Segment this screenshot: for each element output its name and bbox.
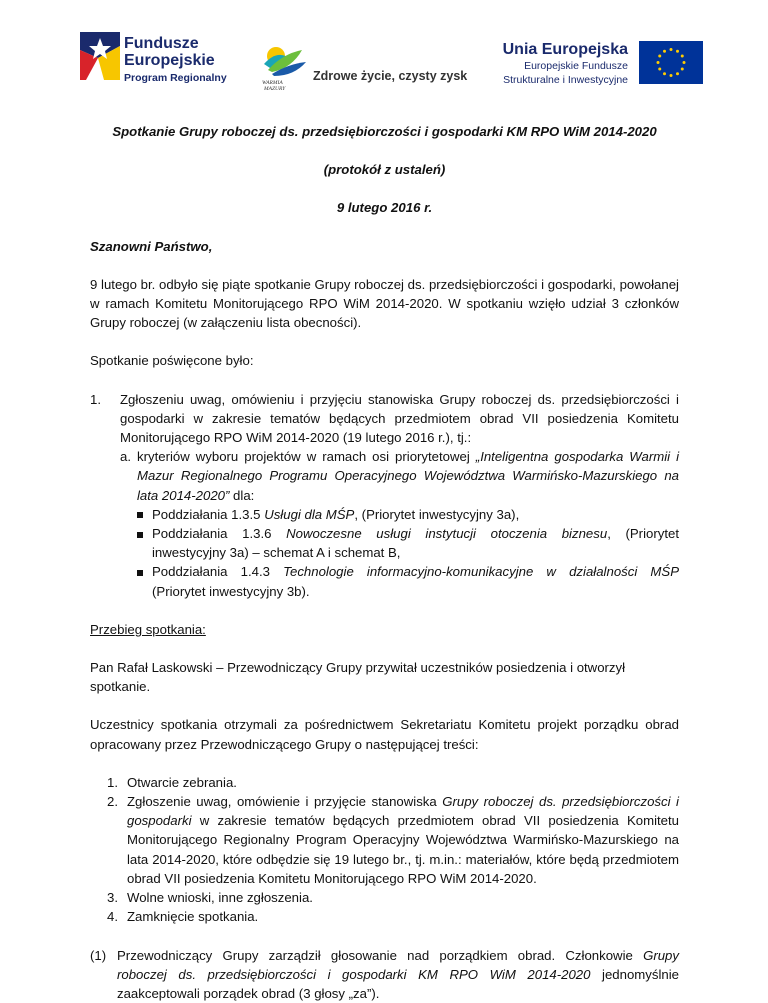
eu-star-icon xyxy=(657,61,660,64)
course-heading: Przebieg spotkania: xyxy=(90,620,679,639)
b1-i: Usługi dla MŚP xyxy=(264,507,354,522)
b1-a: Poddziałania 1.3.5 xyxy=(152,507,264,522)
eu-star-icon xyxy=(663,50,666,53)
doc-title: Spotkanie Grupy roboczej ds. przedsiębiorczości i gospodarki KM RPO WiM 2014-2020 xyxy=(90,122,679,141)
sub-a-italic: „Inteligentna gospodarka Warmii i Mazur Regionalnego Programu Operacyjnego Województwa Warmińsko-Mazurskiego na lata 2014-2020” xyxy=(137,449,679,502)
agenda-list xyxy=(90,773,679,927)
fe-line3: Program Regionalny xyxy=(124,71,227,86)
eu-star-icon xyxy=(670,74,673,77)
page-header xyxy=(0,0,768,100)
eu-star-icon xyxy=(676,72,679,75)
chair-paragraph: Pan Rafał Laskowski – Przewodniczący Grupy przywitał uczestników posiedzenia i otworzył spotkanie. xyxy=(90,658,679,696)
ag4-text: Zamknięcie spotkania. xyxy=(127,907,679,926)
b3-i: Technologie informacyjno-komunikacyjne w działalności MŚP xyxy=(283,564,679,579)
b3-b: (Priorytet inwestycyjny 3b). xyxy=(152,584,310,599)
bullet-icon xyxy=(137,570,143,576)
sub-a-text2: dla: xyxy=(229,488,254,503)
ag1-number: 1. xyxy=(107,773,127,792)
b3-a: Poddziałania 1.4.3 xyxy=(152,564,283,579)
agenda-intro: Uczestnicy spotkania otrzymali za pośrednictwem Sekretariatu Komitetu projekt porządku obrad opracowany przez Przewodniczącego Grupy o następującej treści: xyxy=(90,715,679,753)
agenda-item-1 xyxy=(107,773,679,792)
intro-paragraph: 9 lutego br. odbyło się piąte spotkanie Grupy roboczej ds. przedsiębiorczości i gospodarki, powołanej w ramach Komitetu Monitorującego RPO WiM 2014-2020. W spotkaniu wzięło udział 3 członków Grupy roboczej (w załączeniu lista obecności). xyxy=(90,275,679,333)
bullet-icon xyxy=(137,512,143,518)
ue-text xyxy=(498,40,628,87)
dedicated-paragraph: Spotkanie poświęcone było: xyxy=(90,351,679,370)
agenda-item-4 xyxy=(107,907,679,926)
b1-b: , (Priorytet inwestycyjny 3a), xyxy=(354,507,519,522)
doc-date: 9 lutego 2016 r. xyxy=(90,198,679,217)
b2-i: Nowoczesne usługi instytucji otoczenia biznesu xyxy=(286,526,607,541)
res1-i: Grupy roboczej ds. przedsiębiorczości i gospodarki KM RPO WiM 2014-2020 xyxy=(117,948,679,982)
doc-subtitle: (protokół z ustaleń) xyxy=(90,160,679,179)
item1-body xyxy=(120,390,679,601)
sub-item-a xyxy=(120,447,679,601)
ag2-number: 2. xyxy=(107,792,127,888)
eu-star-icon xyxy=(663,72,666,75)
eu-star-icon xyxy=(676,50,679,53)
sub-a-body xyxy=(137,447,679,601)
eu-star-icon xyxy=(681,68,684,71)
ag2-i: Grupy roboczej ds. przedsiębiorczości i gospodarki xyxy=(127,794,679,828)
fundusze-europejskie-logo xyxy=(80,32,250,88)
res1-b: jednomyślnie zaakceptowali porządek obrad (3 głosy „za”). xyxy=(117,967,679,1001)
eu-star-icon xyxy=(683,61,686,64)
list-item-1 xyxy=(90,390,679,601)
ag1-text: Otwarcie zebrania. xyxy=(127,773,679,792)
b2-a: Poddziałania 1.3.6 xyxy=(152,526,286,541)
resolution-1 xyxy=(90,946,679,1003)
ag2-a: Zgłoszenie uwag, omówienie i przyjęcie stanowiska xyxy=(127,794,442,809)
agenda-item-2 xyxy=(107,792,679,888)
agenda-item-3 xyxy=(107,888,679,907)
ag3-text: Wolne wnioski, inne zgłoszenia. xyxy=(127,888,679,907)
ue-sub2: Strukturalne i Inwestycyjne xyxy=(498,73,628,87)
ue-title: Unia Europejska xyxy=(498,40,628,59)
res1-a: Przewodniczący Grupy zarządził głosowanie nad porządkiem obrad. Członkowie xyxy=(117,948,643,963)
wm-logo-text-1: WARMIA xyxy=(262,80,283,86)
warmia-mazury-logo xyxy=(258,40,312,92)
res1-number: (1) xyxy=(90,946,117,1003)
eu-star-icon xyxy=(658,68,661,71)
sub-a-text1: kryteriów wyboru projektów w ramach osi priorytetowej xyxy=(137,449,476,464)
fe-line2: Europejskie xyxy=(124,52,227,69)
fe-star-icon xyxy=(80,32,120,80)
ag4-number: 4. xyxy=(107,907,127,926)
item1-number: 1. xyxy=(90,390,120,601)
eu-star-icon xyxy=(670,48,673,51)
bullet-3 xyxy=(137,562,679,600)
bullet-icon xyxy=(137,532,143,538)
eu-star-icon xyxy=(658,55,661,58)
b2-b: , (Priorytet inwestycyjny 3a) – schemat A i schemat B, xyxy=(152,526,679,560)
ue-sub1: Europejskie Fundusze xyxy=(498,59,628,73)
item1-text: Zgłoszeniu uwag, omówieniu i przyjęciu stanowiska Grupy roboczej ds. przedsiębiorczości i gospodarki w zakresie tematów będących przedmiotem obrad VII posiedzenia Komitetu Monitorującego RPO WiM 2014-2020 (19 lutego 2016 r.), tj.: xyxy=(120,392,679,445)
fe-line1: Fundusze xyxy=(124,35,227,52)
ag2-b: w zakresie tematów będących przedmiotem obrad VII posiedzenia Komitetu Monitorującego Regionalny Program Operacyjny Województwa Warmińsko-Mazurskiego na lata 2014-2020, które odbędzie się 19 lutego br., tj. m.in.: materiałów, które będą przedmiotem obrad VII posiedzenia Komitetu Monitorującego RPO WiM 2014-2020. xyxy=(127,813,679,886)
bullet-1 xyxy=(137,505,679,524)
bullet-2 xyxy=(137,524,679,562)
ag3-number: 3. xyxy=(107,888,127,907)
wm-motto: Zdrowe życie, czysty zysk xyxy=(313,69,467,83)
document-body xyxy=(90,122,679,1003)
eu-star-icon xyxy=(681,55,684,58)
wm-logo-text-2: MAZURY xyxy=(263,86,286,92)
eu-flag-icon xyxy=(639,41,703,84)
sub-a-label: a. xyxy=(120,447,137,601)
salutation: Szanowni Państwo, xyxy=(90,237,679,256)
